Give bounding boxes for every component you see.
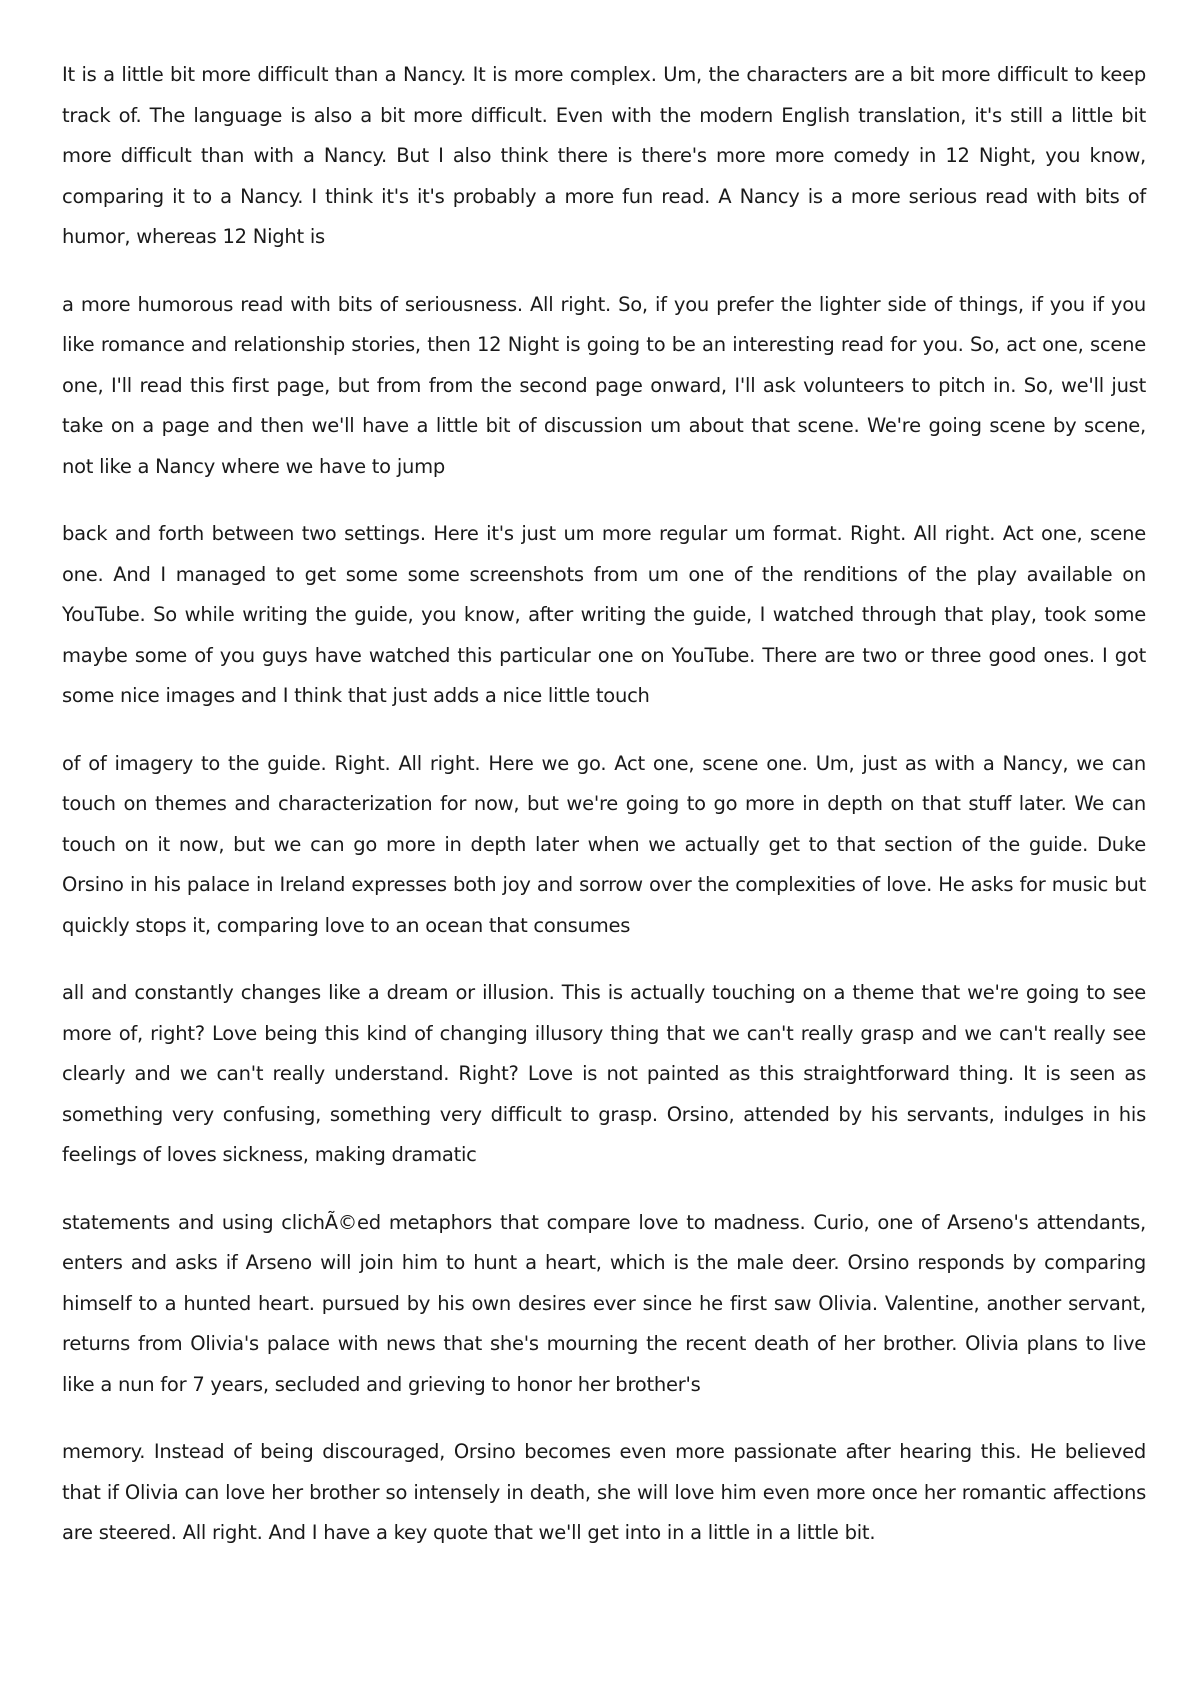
paragraph-6: statements and using clichÃ©ed metaphors that compare love to madness. Curio, one of Arseno's attendants, enters and asks if Arseno will join him to hunt a heart, which is the male deer. Orsino responds by comparing himself to a hunted heart. pursued by his own desires ever since he first saw Olivia. Valentine, another servant, returns from Olivia's palace with news that she's mourning the recent death of her brother. Olivia plans to live like a nun for 7 years, secluded and grieving to honor her brother's — [62, 1210, 1146, 1396]
paragraph-3: back and forth between two settings. Here it's just um more regular um format. Right. All right. Act one, scene one. And I managed to get some some screenshots from um one of the renditions of the play available on YouTube. So while writing the guide, you know, after writing the guide, I watched through that play, took some maybe some of you guys have watched this particular one on YouTube. There are two or three good ones. I got some nice images and I think that just adds a nice little touch — [62, 522, 1146, 707]
document-page — [62, 55, 1146, 1581]
paragraph-2: a more humorous read with bits of seriousness. All right. So, if you prefer the lighter side of things, if you if you like romance and relationship stories, then 12 Night is going to be an interesting read for you. So, act one, scene one, I'll read this first page, but from from the second page onward, I'll ask volunteers to pitch in. So, we'll just take on a page and then we'll have a little bit of discussion um about that scene. We're going scene by scene, not like a Nancy where we have to jump — [62, 292, 1146, 478]
paragraph-1: It is a little bit more difficult than a Nancy. It is more complex. Um, the characters are a bit more difficult to keep track of. The language is also a bit more difficult. Even with the modern English translation, it's still a little bit more difficult than with a Nancy. But I also think there is there's more more comedy in 12 Night, you know, comparing it to a Nancy. I think it's it's probably a more fun read. A Nancy is a more serious read with bits of humor, whereas 12 Night is — [62, 63, 1146, 248]
paragraph-5: all and constantly changes like a dream or illusion. This is actually touching on a theme that we're going to see more of, right? Love being this kind of changing illusory thing that we can't really grasp and we can't really see clearly and we can't really understand. Right? Love is not painted as this straightforward thing. It is seen as something very confusing, something very difficult to grasp. Orsino, attended by his servants, indulges in his feelings of loves sickness, making dramatic — [62, 981, 1146, 1166]
paragraph-7: memory. Instead of being discouraged, Orsino becomes even more passionate after hearing this. He believed that if Olivia can love her brother so intensely in death, she will love him even more once her romantic affections are steered. All right. And I have a key quote that we'll get into in a little in a little bit. — [62, 1440, 1146, 1544]
paragraph-4: of of imagery to the guide. Right. All right. Here we go. Act one, scene one. Um, just as with a Nancy, we can touch on themes and characterization for now, but we're going to go more in depth on that stuff later. We can touch on it now, but we can go more in depth later when we actually get to that section of the guide. Duke Orsino in his palace in Ireland expresses both joy and sorrow over the complexities of love. He asks for music but quickly stops it, comparing love to an ocean that consumes — [62, 751, 1146, 937]
